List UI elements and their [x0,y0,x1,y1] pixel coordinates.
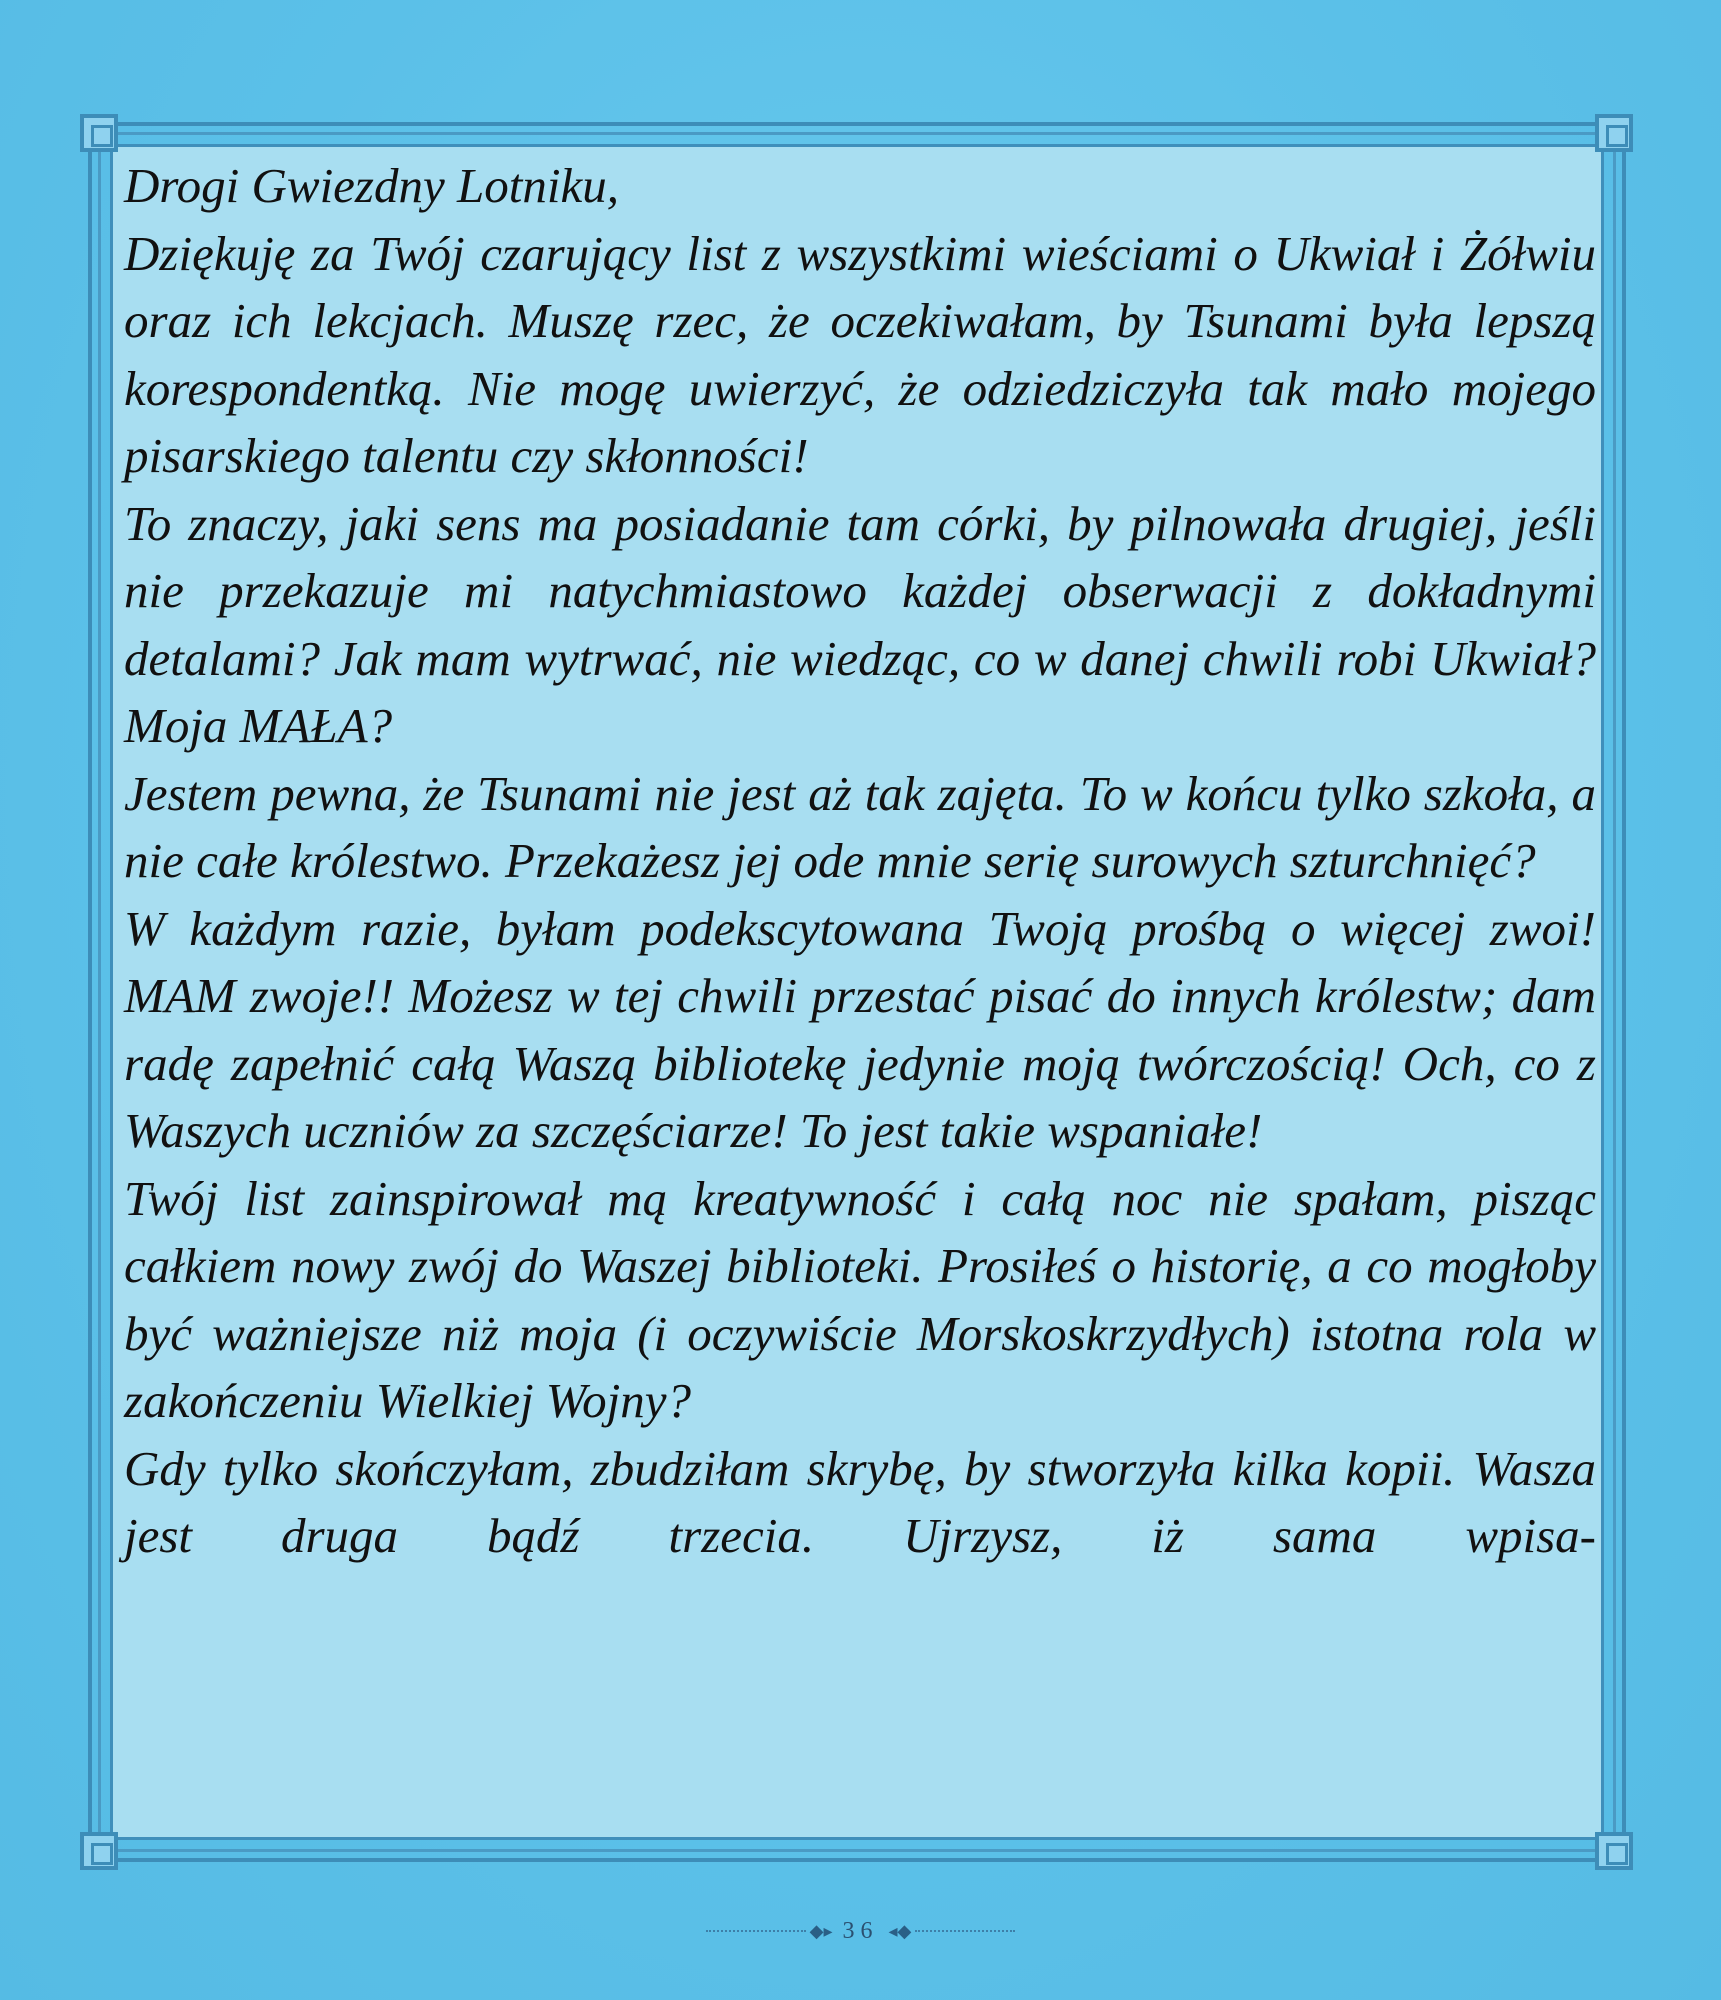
folio-dotted-line [915,1930,1015,1932]
letter-text [124,152,1596,1570]
frame-corner-ornament [1595,1832,1633,1870]
letter-paragraph: Gdy tylko skończyłam, zbudziłam skrybę, by stworzyła kilka kopii. Wasza jest druga bądź trzecia. Ujrzysz, iż sama wpisa- [124,1440,1596,1563]
letter-paragraph: Twój list zainspirował mą kreatywność i całą noc nie spałam, pisząc całkiem nowy zwój do Waszej biblioteki. Prosiłeś o historię, a co mogłoby być ważniejsze niż moja (i oczywiście Morskoskrzydłych) istotna rola w zakończeniu Wielkiej Wojny? [124,1170,1596,1428]
letter-paragraph: Dziękuję za Twój czarujący list z wszystkimi wieściami o Ukwiał i Żółwiu oraz ich lekcjach. Muszę rzec, że oczekiwałam, by Tsunami była lepszą korespondentką. Nie mogę uwierzyć, że odziedziczyła tak mało mojego pisarskiego talentu czy skłonności! [124,225,1596,483]
letter-paragraph: W każdym razie, byłam podekscytowana Twoją prośbą o więcej zwoi! MAM zwoje!! Możesz w tej chwili przestać pisać do innych królestw; dam radę zapełnić całą Waszą bibliotekę jedynie moją twórczością! Och, co z Waszych uczniów za szczęściarze! To jest takie wspaniałe! [124,900,1596,1158]
arrow-right-icon: ◂◆ [888,1920,912,1941]
letter-paragraph: To znaczy, jaki sens ma posiadanie tam córki, by pilnowała drugiej, jeśli nie przekazuje mi natychmiastowo każdej obserwacji z dokładnymi detalami? Jak mam wytrwać, nie wiedząc, co w danej chwili robi Ukwiał? Moja MAŁA? [124,495,1596,753]
arrow-left-icon: ◆▸ [809,1920,833,1941]
folio-dotted-line [706,1930,806,1932]
frame-corner-ornament [80,1832,118,1870]
letter-paragraph: Jestem pewna, że Tsunami nie jest aż tak zajęta. To w końcu tylko szkoła, a nie całe królestwo. Przekażesz jej ode mnie serię surowych szturchnięć? [124,765,1596,888]
frame-corner-ornament [1595,114,1633,152]
page-number-ornament [0,1916,1721,1946]
page-number: 36 [842,1917,879,1944]
letter-greeting: Drogi Gwiezdny Lotniku, [124,158,619,213]
frame-corner-ornament [80,114,118,152]
